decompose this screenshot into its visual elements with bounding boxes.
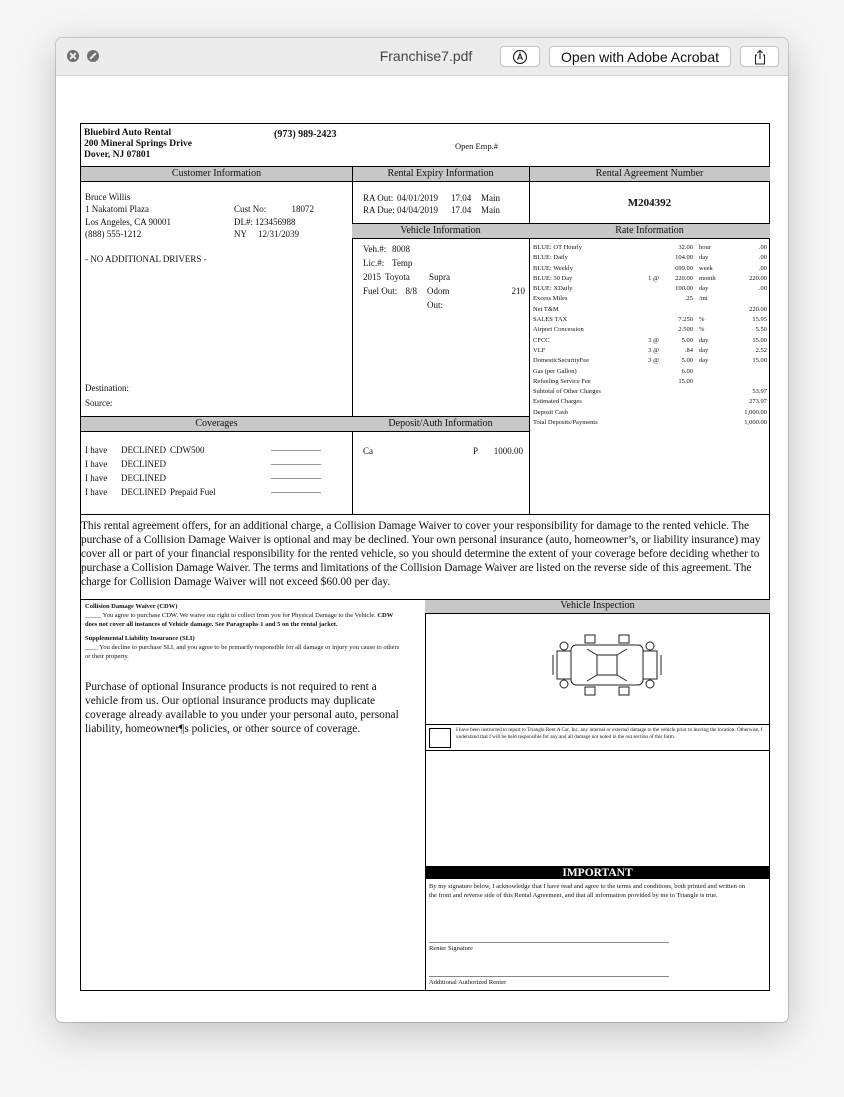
rate-unit: day [699, 346, 709, 354]
rate-amount: 7.250 [678, 316, 693, 324]
rate-amount: 104.00 [675, 254, 693, 262]
rate-row [533, 315, 769, 325]
company-address2: Dover, NJ 07801 [84, 150, 151, 160]
rate-total: .00 [758, 264, 767, 272]
coverages-list [85, 443, 349, 499]
open-emp-label: Open Emp.# [455, 141, 498, 151]
rate-quantity [631, 387, 659, 397]
destination-source [85, 381, 129, 411]
cust-no: 18072 [291, 204, 314, 215]
rate-total: 273.97 [749, 398, 767, 406]
window-title: Franchise7.pdf [379, 48, 473, 64]
rate-description: Airport Concession [533, 326, 584, 334]
rate-quantity: 3 @ [648, 346, 659, 354]
ra-out-date: 04/01/2019 [397, 193, 439, 203]
sli-text: ____ You decline to purchase SLI, and you agree to be primarily responsible for all damage or injury you cause to others or their property. [85, 644, 400, 660]
dl-state: NY [234, 228, 247, 239]
rate-description: SALES TAX [533, 316, 568, 324]
rate-amount [659, 397, 693, 407]
rental-expiry [363, 192, 500, 217]
vehicle-diagram-icon [551, 633, 663, 701]
rate-quantity [631, 243, 659, 253]
rate-description: DomesticSecurityFee [533, 357, 589, 365]
ra-due-label: RA Due: [363, 205, 395, 216]
share-button[interactable] [740, 46, 779, 67]
rate-amount: 100.00 [675, 285, 693, 293]
deposit-code: P [473, 446, 479, 456]
ra-out-location: Main [481, 193, 500, 203]
rate-row [533, 294, 769, 304]
initial-line[interactable] [271, 464, 321, 465]
cust-no-label: Cust No: [234, 204, 267, 215]
rate-quantity [631, 264, 659, 274]
rate-description: Deposit Cash [533, 408, 568, 416]
rate-description: BLUE: OT Hourly [533, 244, 582, 251]
rate-total: 15.00 [752, 336, 767, 344]
customer-street: 1 Nakatomi Plaza [85, 204, 149, 215]
coverage-who: I have [85, 487, 108, 497]
additional-drivers: - NO ADDITIONAL DRIVERS - [85, 254, 207, 265]
rate-total [727, 367, 767, 377]
rate-description: Excess Miles [533, 295, 568, 303]
rate-description: BLUE: Weekly [533, 264, 573, 272]
rate-unit [693, 377, 727, 387]
rate-quantity [631, 367, 659, 377]
rate-unit [693, 408, 727, 418]
rate-row [533, 243, 769, 253]
rate-description: CFCC [533, 336, 550, 344]
rate-unit: week [699, 264, 713, 272]
rental-agreement-document [80, 123, 770, 991]
coverage-status: DECLINED [121, 487, 166, 497]
coverages-header: Coverages [81, 416, 352, 432]
initial-line[interactable] [271, 450, 321, 451]
customer-info [85, 191, 349, 265]
coverage-row [85, 443, 349, 457]
rate-amount [659, 408, 693, 418]
markup-button[interactable] [500, 46, 540, 67]
sli-title: Supplemental Liability Insurance (SLI) [85, 635, 195, 643]
coverage-item: CDW500 [170, 445, 205, 455]
rate-row [533, 274, 769, 284]
vehicle-year: 2015 [363, 272, 381, 282]
rate-row [533, 356, 769, 366]
rate-unit: hour [699, 244, 711, 251]
rate-amount: 699.00 [675, 264, 693, 272]
veh-number: 8008 [392, 244, 410, 254]
rate-quantity [631, 377, 659, 387]
rate-quantity [631, 305, 659, 315]
rate-total: 220.00 [749, 274, 767, 282]
coverage-item: Prepaid Fuel [170, 487, 216, 497]
rate-description: BLUE: Daily [533, 254, 568, 262]
important-banner: IMPORTANT [425, 866, 770, 879]
divider [529, 166, 530, 514]
important-text: By my signature below, I acknowledge that I have read and agree to the terms and conditions, both printed and written on the front and reverse side of this Rental Agreement, and that all information provided by me to Triangle is true. [429, 883, 745, 899]
rate-total [727, 377, 767, 387]
rate-amount [659, 418, 693, 428]
dl-number: 123456988 [255, 216, 296, 227]
rate-unit [693, 397, 727, 407]
rate-description: Total Deposits/Payments [533, 419, 598, 427]
rate-total: 53.97 [752, 388, 767, 396]
rate-unit [693, 418, 727, 428]
rate-unit: month [699, 274, 716, 282]
cdw-disclosure-paragraph: This rental agreement offers, for an additional charge, a Collision Damage Waiver to cover your responsibility for damage to the rented vehicle. The purchase of a Collision Damage Waiver is optional and may be declined. Your own personal insurance (auto, homeowner’s, or liability insurance) may cover all or part of your financial responsibility for the rented vehicle, so you should determine the extent of your coverage before deciding whether to purchase a Collision Damage Waiver. The terms and limitations of the Collision Damage Waiver are listed on the reverse side of this agreement. The charge for Collision Damage Waiver will not exceed $60.00 per day. [81, 520, 761, 588]
rate-quantity [631, 284, 659, 294]
lic-number: Temp [392, 258, 413, 268]
vehicle-info [363, 242, 525, 312]
rate-amount: 32.00 [678, 244, 693, 251]
renter-signature-label: Renter Signature [429, 945, 473, 952]
pen-circle-icon [512, 49, 528, 65]
divider [425, 599, 426, 991]
rate-row [533, 264, 769, 274]
rate-quantity [631, 253, 659, 263]
rate-quantity: 3 @ [648, 336, 659, 344]
rate-table [533, 243, 769, 428]
title-bar [56, 38, 788, 76]
rate-total: .00 [758, 254, 767, 262]
rate-row [533, 346, 769, 356]
rate-amount: .25 [684, 295, 693, 303]
rate-quantity: 1 @ [648, 274, 659, 282]
rate-quantity [631, 315, 659, 325]
coverage-row [85, 457, 349, 471]
rate-total: 1,000.00 [744, 419, 767, 427]
company-block [84, 128, 192, 161]
rate-amount: 5.00 [681, 357, 693, 365]
rate-description: Estimated Charges [533, 398, 582, 406]
coverage-row [85, 471, 349, 485]
coverage-row [85, 485, 349, 499]
rate-row [533, 397, 769, 407]
rate-amount: 2.500 [678, 326, 693, 334]
rate-quantity [631, 418, 659, 428]
pdf-preview-window [56, 38, 788, 1022]
rental-expiry-header: Rental Expiry Information [352, 166, 529, 182]
rate-total [727, 294, 767, 304]
rate-row [533, 408, 769, 418]
rate-row [533, 418, 769, 428]
customer-phone: (888) 555-1212 [85, 228, 142, 239]
rate-unit [693, 367, 727, 377]
open-with-acrobat-button[interactable]: Open with Adobe Acrobat [549, 46, 731, 67]
rate-description: Subtotal of Other Charges [533, 388, 601, 396]
rate-amount: 5.00 [681, 336, 693, 344]
company-name: Bluebird Auto Rental [84, 128, 172, 138]
rate-description: Gas (per Gallon) [533, 367, 577, 375]
agreement-number: M204392 [627, 197, 672, 209]
ra-due-location: Main [481, 205, 500, 216]
rate-total: 5.50 [755, 326, 767, 334]
ra-due-date: 04/04/2019 [397, 205, 439, 216]
fuel-out: 8/8 [405, 286, 417, 296]
rate-row [533, 377, 769, 387]
cdw-section [85, 603, 403, 662]
rate-unit [693, 305, 727, 315]
rate-unit: day [699, 336, 709, 344]
customer-city: Los Angeles, CA 90001 [85, 216, 172, 227]
vehicle-make: Toyota [385, 272, 410, 282]
rate-amount: 6.00 [681, 367, 693, 375]
close-window-icon[interactable] [67, 50, 79, 62]
rate-amount: 15.00 [678, 377, 693, 385]
dl-label: DL#: [234, 216, 253, 227]
vehicle-model: Supra [429, 272, 450, 282]
veh-label: Veh.#: [363, 244, 387, 254]
deposit-amount: 1000.00 [493, 446, 523, 456]
rate-row [533, 387, 769, 397]
divider [81, 514, 770, 515]
ra-out-label: RA Out: [363, 193, 394, 203]
coverage-status: DECLINED [121, 473, 166, 483]
company-phone: (973) 989-2423 [274, 129, 337, 140]
ra-due-time: 17.04 [451, 205, 472, 216]
rate-total: 15.95 [752, 316, 767, 324]
agreement-number-header: Rental Agreement Number [529, 166, 770, 182]
rate-total: .00 [758, 244, 767, 251]
coverage-who: I have [85, 445, 108, 455]
ra-out-time: 17.04 [451, 193, 472, 203]
customer-name: Bruce Willis [85, 192, 131, 202]
rate-amount [659, 387, 693, 397]
rate-description: BLUE: XDaily [533, 285, 573, 293]
deposit-type: Ca [363, 446, 373, 456]
rate-row [533, 305, 769, 315]
rate-description: VLF [533, 346, 546, 354]
rate-unit: day [699, 357, 709, 365]
rate-unit [693, 387, 727, 397]
divider [425, 724, 770, 725]
rate-unit: day [699, 285, 709, 293]
rate-quantity: 3 @ [648, 357, 659, 365]
divider [352, 166, 353, 514]
optional-insurance-paragraph: Purchase of optional Insurance products is not required to rent a vehicle from us. Our optional insurance products may duplicate coverage already available to you under your personal auto, personal liability, homeowner¶s policies, or other source of coverage. [85, 681, 399, 735]
rate-total: 2.52 [755, 346, 767, 354]
coverage-status: DECLINED [121, 459, 166, 469]
rate-description: Refueling Service Fee [533, 377, 591, 385]
vehicle-inspection-header: Vehicle Inspection [425, 600, 770, 614]
initial-line[interactable] [271, 492, 321, 493]
odom-out-label: Odom Out: [427, 286, 450, 310]
minimize-window-icon[interactable] [87, 50, 99, 62]
rate-description: Net T&M [533, 305, 559, 313]
coverage-who: I have [85, 459, 108, 469]
rate-info-header: Rate Information [529, 223, 770, 239]
rate-amount: .84 [684, 346, 693, 354]
lic-label: Lic.#: [363, 258, 385, 268]
rate-amount [659, 305, 693, 315]
rate-unit: /mi [699, 295, 708, 303]
deposit-header: Deposit/Auth Information [352, 416, 529, 432]
additional-renter-signature-line[interactable] [429, 976, 669, 977]
rate-quantity [631, 325, 659, 335]
rate-quantity [631, 294, 659, 304]
rate-amount: 220.00 [675, 274, 693, 282]
renter-signature-line[interactable] [429, 942, 669, 943]
source-label: Source: [85, 398, 113, 408]
rate-row [533, 325, 769, 335]
vehicle-info-header: Vehicle Information [352, 223, 529, 239]
rate-total: 220.00 [749, 305, 767, 313]
inspection-note: I have been instructed to report to Triangle Rent A Car, Inc. any internal or external damage to the vehicle prior to leaving the location. Otherwise, I understand that I will be held responsible for any and all damage not noted in the out section of this form. [456, 727, 763, 741]
share-icon [753, 49, 767, 65]
inspection-checkbox[interactable] [429, 728, 451, 748]
cdw-text: _____ You agree to purchase CDW. We waive our right to collect from you for Physical Damage to the Vehicle. [85, 611, 376, 619]
rate-row [533, 253, 769, 263]
rate-description: BLUE: 30 Day [533, 274, 573, 282]
rate-unit: % [699, 326, 705, 334]
rate-total: 15.00 [752, 357, 767, 365]
deposit-info [363, 446, 523, 458]
divider [425, 750, 770, 751]
rate-unit: % [699, 316, 705, 324]
coverage-who: I have [85, 473, 108, 483]
rate-total: 1,000.00 [744, 408, 767, 416]
customer-info-header: Customer Information [81, 166, 352, 182]
odom-out: 210 [511, 286, 525, 296]
rate-total: .00 [758, 285, 767, 293]
company-address1: 200 Mineral Springs Drive [84, 139, 192, 149]
cdw-title: Collision Damage Waiver (CDW) [85, 603, 178, 610]
additional-renter-label: Additional Authorized Renter [429, 979, 507, 986]
rate-quantity [631, 408, 659, 418]
dl-expiry: 12/31/2039 [258, 228, 300, 239]
rate-row [533, 336, 769, 346]
fuel-out-label: Fuel Out: [363, 286, 398, 296]
rate-unit: day [699, 254, 709, 262]
rate-quantity [631, 397, 659, 407]
initial-line[interactable] [271, 478, 321, 479]
coverage-status: DECLINED [121, 445, 166, 455]
cdw-bold-text: CDW does not cover all instances of Vehicle damage. See Paragraphs 1 and 5 on the rental jacket. [85, 611, 394, 628]
rate-row [533, 284, 769, 294]
destination-label: Destination: [85, 383, 129, 393]
rate-row [533, 367, 769, 377]
